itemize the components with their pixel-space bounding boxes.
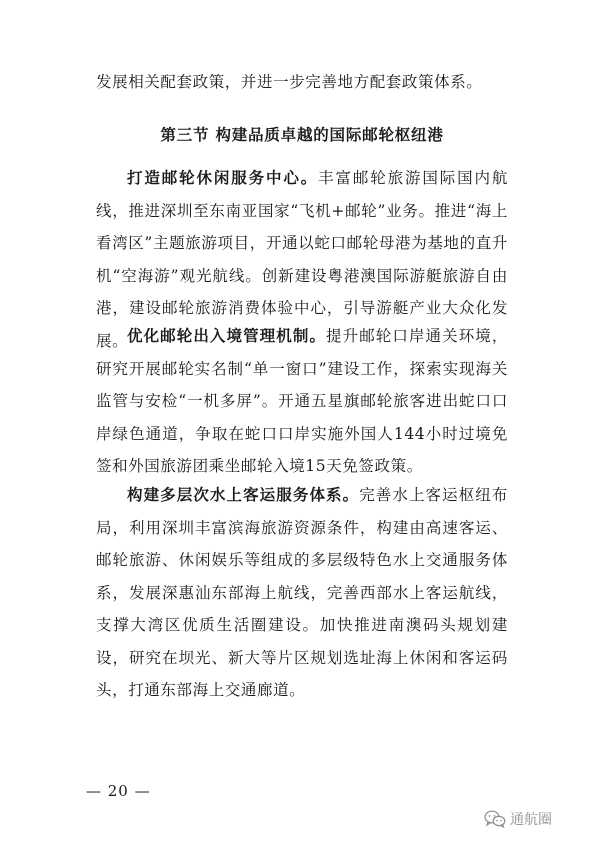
paragraph-lead: 优化邮轮出入境管理机制。	[127, 326, 327, 345]
intro-paragraph	[96, 66, 508, 99]
paragraph-body: 提升邮轮口岸通关环境，研究开展邮轮实名制“单一窗口”建设工作，探索实现海关监管与安检“一机多屏”。开通五星旗邮轮旅客进出蛇口口岸绿色通道，争取在蛇口口岸实施外国人144小时过境免签和外国旅游团乘坐邮轮入境15天免签政策。	[96, 327, 508, 475]
watermark-text: 通航圈	[510, 812, 552, 828]
watermark	[484, 809, 552, 829]
paragraph-lead: 打造邮轮休闲服务中心。	[127, 168, 319, 187]
paragraph-cruise-immigration	[96, 320, 508, 483]
page-number: — 20 —	[86, 782, 151, 800]
paragraph-lead: 构建多层次水上客运服务体系。	[127, 485, 360, 504]
section-title: 第三节 构建品质卓越的国际邮轮枢纽港	[160, 125, 444, 144]
paragraph-body: 完善水上客运枢纽布局，利用深圳丰富滨海旅游资源条件，构建由高速客运、邮轮旅游、休闲娱乐等组成的多层级特色水上交通服务体系，发展深惠汕东部海上航线，完善西部水上客运航线，支撑大湾区优质生活圈建设。加快推进南澳码头规划建设，研究在坝光、新大等片区规划选址海上休闲和客运码头，打通东部海上交通廊道。	[96, 486, 508, 699]
wechat-icon	[484, 810, 506, 828]
intro-text: 发展相关配套政策，并进一步完善地方配套政策体系。	[96, 73, 483, 91]
paragraph-water-transport	[96, 479, 508, 707]
paragraph-body: 丰富邮轮旅游国际国内航线，推进深圳至东南亚国家“飞机+邮轮”业务。推进“海上看湾区”主题旅游项目，开通以蛇口邮轮母港为基地的直升机“空海游”观光航线。创新建设粤港澳国际游艇旅游自由港，建设邮轮旅游消费体验中心，引导游艇产业大众化发展。	[96, 169, 508, 350]
